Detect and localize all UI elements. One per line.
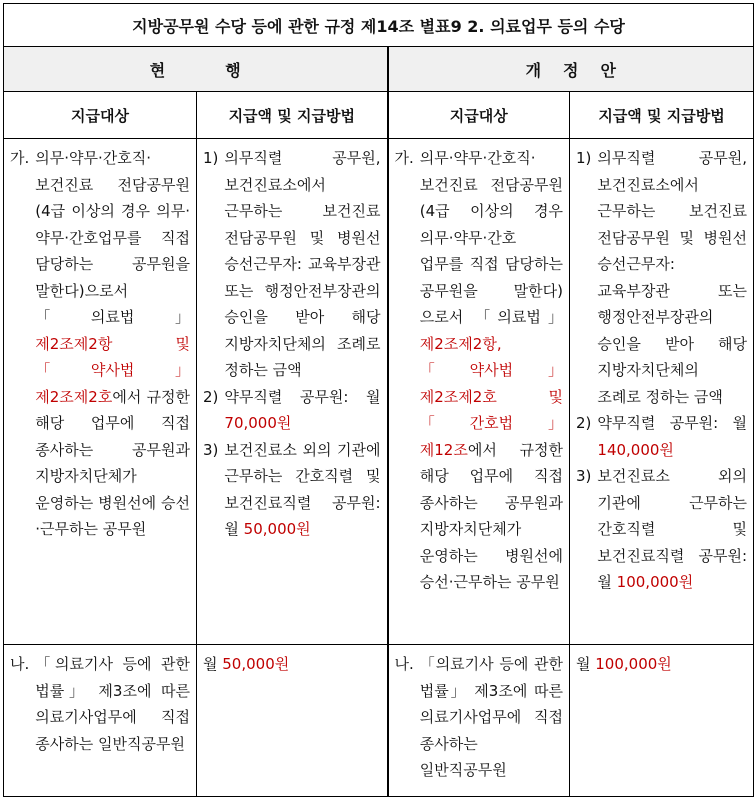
header-proposed-amount: 지급액 및 지급방법	[570, 92, 754, 139]
group-current-char-1: 현	[149, 60, 166, 80]
current-row1-target-text: 의무·약무·간호직·보건진료 전담공무원(4급 이상의 경우 의무·약무·간호업무를 직접 담당하는 공무원을 말한다)으로서 「의료법」 제2조제2항 및 「약사법」 제2조제2호에서 규정한 해당 업무에 직접 종사하는 공무원과 지방자치단체가 운영하는 병원선에 승선·근무하는 공무원	[35, 149, 190, 538]
proposed-item-1: 1) 의무직렬 공무원, 보건진료소에서 근무하는 보건진료 전담공무원 및 병원선 승선근무자: 교육부장관 또는 행정안전부장관의 승인을 받아 해당 지방자치단체의 조례로 정하는 금액	[576, 149, 748, 406]
group-current-char-2: 행	[225, 60, 241, 80]
current-item-2: 2) 약무직렬 공무원: 월 70,000원	[203, 387, 381, 432]
current-row2-amount-value: 50,000원	[222, 655, 290, 673]
current-row1-amount	[197, 139, 388, 645]
current-item-1: 1) 의무직렬 공무원, 보건진료소에서 근무하는 보건진료 전담공무원 및 병원선 승선근무자: 교육부장관 또는 행정안전부장관의 승인을 받아 해당 지방자치단체의 조례로 정하는 금액	[203, 149, 381, 379]
header-proposed-target: 지급대상	[388, 92, 570, 139]
current-row2-target-text: 「의료기사 등에 관한 법률」 제3조에 따른 의료기사업무에 직접 종사하는 일반직공무원	[35, 655, 190, 753]
proposed-item-2: 2) 약무직렬 공무원: 월 140,000원	[576, 414, 748, 459]
proposed-row2-amount-value: 100,000원	[595, 655, 672, 673]
current-row2-amount: 월 50,000원	[197, 645, 388, 797]
proposed-row1-target-text: 의무·약무·간호직·보건진료 전담공무원(4급 이상의 경우 의무·약무·간호 업무를 직접 담당하는 공무원을 말한다)으로서 「의료법」 제2조제2항, 「약사법」 제2조제2호 및 「간호법」 제12조에서 규정한 해당 업무에 직접 종사하는 공무원과 지방자치단체가 운영하는 병원선에 승선·근무하는 공무원	[419, 149, 563, 591]
comparison-table-wrapper	[3, 3, 753, 801]
proposed-row2-marker: 나.	[394, 655, 414, 673]
current-item-3: 3) 보건진료소 외의 기관에 근무하는 간호직렬 및 보건진료직렬 공무원: 월 50,000원	[203, 440, 381, 538]
comparison-table	[3, 3, 754, 797]
header-current-target: 지급대상	[4, 92, 197, 139]
proposed-item-3: 3) 보건진료소 외의 기관에 근무하는 간호직렬 및 보건진료직렬 공무원: 월 100,000원	[576, 467, 748, 591]
group-proposed-char-2: 정	[563, 60, 579, 80]
proposed-row1-marker: 가.	[394, 149, 414, 167]
proposed-row1-amount	[570, 139, 754, 645]
current-row1-target	[4, 139, 197, 645]
current-row2-marker: 나.	[10, 655, 30, 673]
proposed-row2-amount: 월 100,000원	[570, 645, 754, 797]
group-header-proposed	[388, 47, 754, 92]
current-row2-target	[4, 645, 197, 797]
group-proposed-char-3: 안	[600, 60, 616, 80]
proposed-row2-target	[388, 645, 570, 797]
current-row1-marker: 가.	[10, 149, 30, 167]
group-header-current	[4, 47, 388, 92]
header-current-amount: 지급액 및 지급방법	[197, 92, 388, 139]
table-title: 지방공무원 수당 등에 관한 규정 제14조 별표9 2. 의료업무 등의 수당	[4, 4, 754, 47]
group-proposed-char-1: 개	[525, 60, 542, 80]
proposed-row1-target	[388, 139, 570, 645]
proposed-row2-target-text: 「의료기사 등에 관한 법률」 제3조에 따른 의료기사업무에 직접 종사하는 일반직공무원	[419, 655, 563, 779]
